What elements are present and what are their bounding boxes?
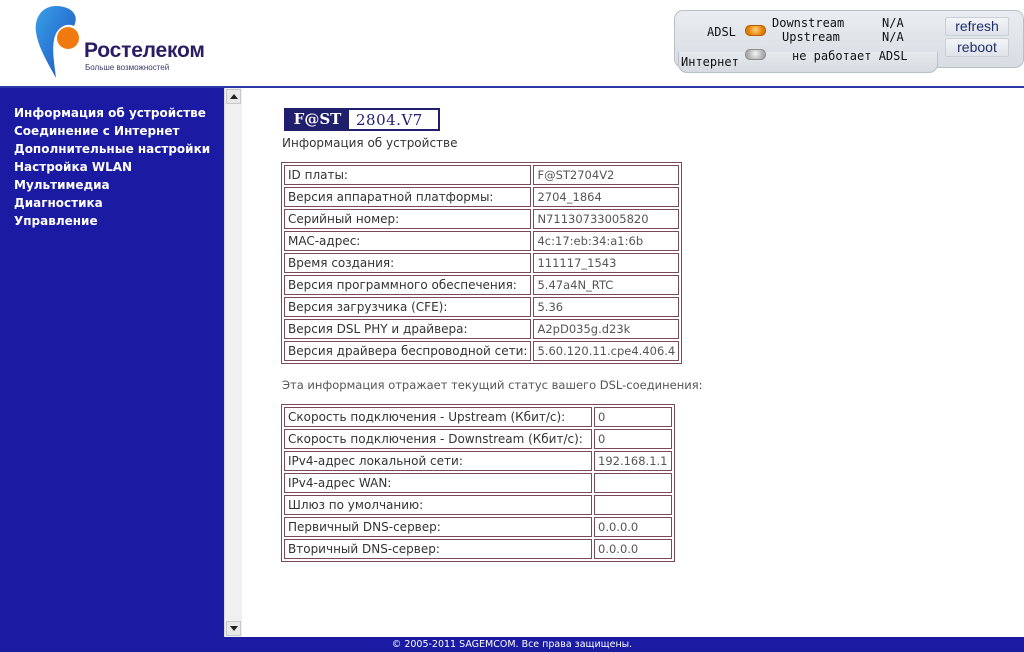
adsl-led-icon [745, 25, 766, 36]
row-label: MAC-адрес: [284, 231, 531, 251]
row-value: 5.36 [533, 297, 679, 317]
table-row [284, 341, 679, 361]
table-row [284, 451, 672, 471]
table-row [284, 297, 679, 317]
row-label: Серийный номер: [284, 209, 531, 229]
row-value: 0.0.0.0 [594, 539, 672, 559]
sidebar-menu [14, 104, 210, 230]
table-row [284, 209, 679, 229]
row-value: F@ST2704V2 [533, 165, 679, 185]
row-value: A2pD035g.d23k [533, 319, 679, 339]
table-row [284, 253, 679, 273]
row-label: Версия драйвера беспроводной сети: [284, 341, 531, 361]
product-badge [284, 108, 440, 131]
table-row [284, 187, 679, 207]
brand-slogan: Больше возможностей [85, 63, 170, 72]
upstream-label: Upstream [782, 30, 840, 44]
row-label: Шлюз по умолчанию: [284, 495, 592, 515]
sidebar-item-diagnostics[interactable]: Диагностика [14, 196, 103, 210]
row-value: 111117_1543 [533, 253, 679, 273]
internet-status: не работает ADSL [792, 49, 908, 63]
rostelecom-logo-icon [30, 4, 82, 80]
refresh-button[interactable]: refresh [945, 17, 1009, 36]
scroll-up-button[interactable] [226, 89, 241, 104]
row-label: Первичный DNS-сервер: [284, 517, 592, 537]
row-label: Версия программного обеспечения: [284, 275, 531, 295]
row-label: Скорость подключения - Downstream (Кбит/с): [284, 429, 592, 449]
connection-status-table [281, 404, 675, 562]
row-value: 0.0.0.0 [594, 517, 672, 537]
row-label: IPv4-адрес WAN: [284, 473, 592, 493]
downstream-label: Downstream [772, 16, 845, 30]
internet-label: Интернет [681, 55, 739, 69]
reboot-button[interactable]: reboot [945, 38, 1009, 57]
row-value: 192.168.1.1 [594, 451, 672, 471]
row-label: Вторичный DNS-сервер: [284, 539, 592, 559]
device-info-table [281, 162, 682, 364]
sidebar-item-advanced-settings[interactable]: Дополнительные настройки [14, 142, 211, 156]
sidebar-item-management[interactable]: Управление [14, 214, 98, 228]
brand-name: Ростелеком [84, 39, 205, 62]
sidebar-item-multimedia[interactable]: Мультимедиа [14, 178, 110, 192]
footer [0, 637, 1024, 652]
table-row [284, 539, 672, 559]
row-value: 0 [594, 407, 672, 427]
row-value [594, 495, 672, 515]
arrow-up-icon [230, 94, 238, 99]
scroll-down-button[interactable] [226, 621, 241, 636]
table-row [284, 275, 679, 295]
row-value: 0 [594, 429, 672, 449]
sidebar-scrollbar[interactable] [224, 88, 242, 637]
table-row [284, 429, 672, 449]
row-label: Время создания: [284, 253, 531, 273]
connection-rows [284, 407, 672, 559]
adsl-label: ADSL [707, 25, 736, 39]
row-value: 2704_1864 [533, 187, 679, 207]
row-label: Скорость подключения - Upstream (Кбит/с): [284, 407, 592, 427]
sidebar-item-device-info[interactable]: Информация об устройстве [14, 106, 206, 120]
row-label: Версия DSL PHY и драйвера: [284, 319, 531, 339]
row-label: IPv4-адрес локальной сети: [284, 451, 592, 471]
table-row [284, 495, 672, 515]
footer-copyright: © 2005-2011 SAGEMCOM. Все права защищены. [391, 639, 633, 650]
dsl-status-note: Эта информация отражает текущий статус вашего DSL-соединения: [282, 378, 703, 392]
table-row [284, 231, 679, 251]
table-row [284, 165, 679, 185]
internet-led-icon [745, 49, 766, 60]
header [0, 0, 1024, 86]
sidebar-item-wlan-settings[interactable]: Настройка WLAN [14, 160, 133, 174]
device-info-rows [284, 165, 679, 361]
table-row [284, 473, 672, 493]
upstream-value: N/A [882, 30, 904, 44]
row-label: Версия загрузчика (CFE): [284, 297, 531, 317]
arrow-down-icon [230, 626, 238, 631]
row-value [594, 473, 672, 493]
row-value: 4c:17:eb:34:a1:6b [533, 231, 679, 251]
table-row [284, 517, 672, 537]
table-row [284, 407, 672, 427]
row-value: 5.60.120.11.cpe4.406.4 [533, 341, 679, 361]
row-label: ID платы: [284, 165, 531, 185]
sidebar [0, 88, 224, 637]
row-label: Версия аппаратной платформы: [284, 187, 531, 207]
table-row [284, 319, 679, 339]
product-badge-model: 2804.V7 [356, 111, 423, 129]
downstream-value: N/A [882, 16, 904, 30]
sidebar-item-internet-connection[interactable]: Соединение с Интернет [14, 124, 180, 138]
page-title: Информация об устройстве [282, 136, 458, 150]
row-value: N71130733005820 [533, 209, 679, 229]
row-value: 5.47a4N_RTC [533, 275, 679, 295]
product-badge-brand: F@ST [286, 110, 349, 129]
